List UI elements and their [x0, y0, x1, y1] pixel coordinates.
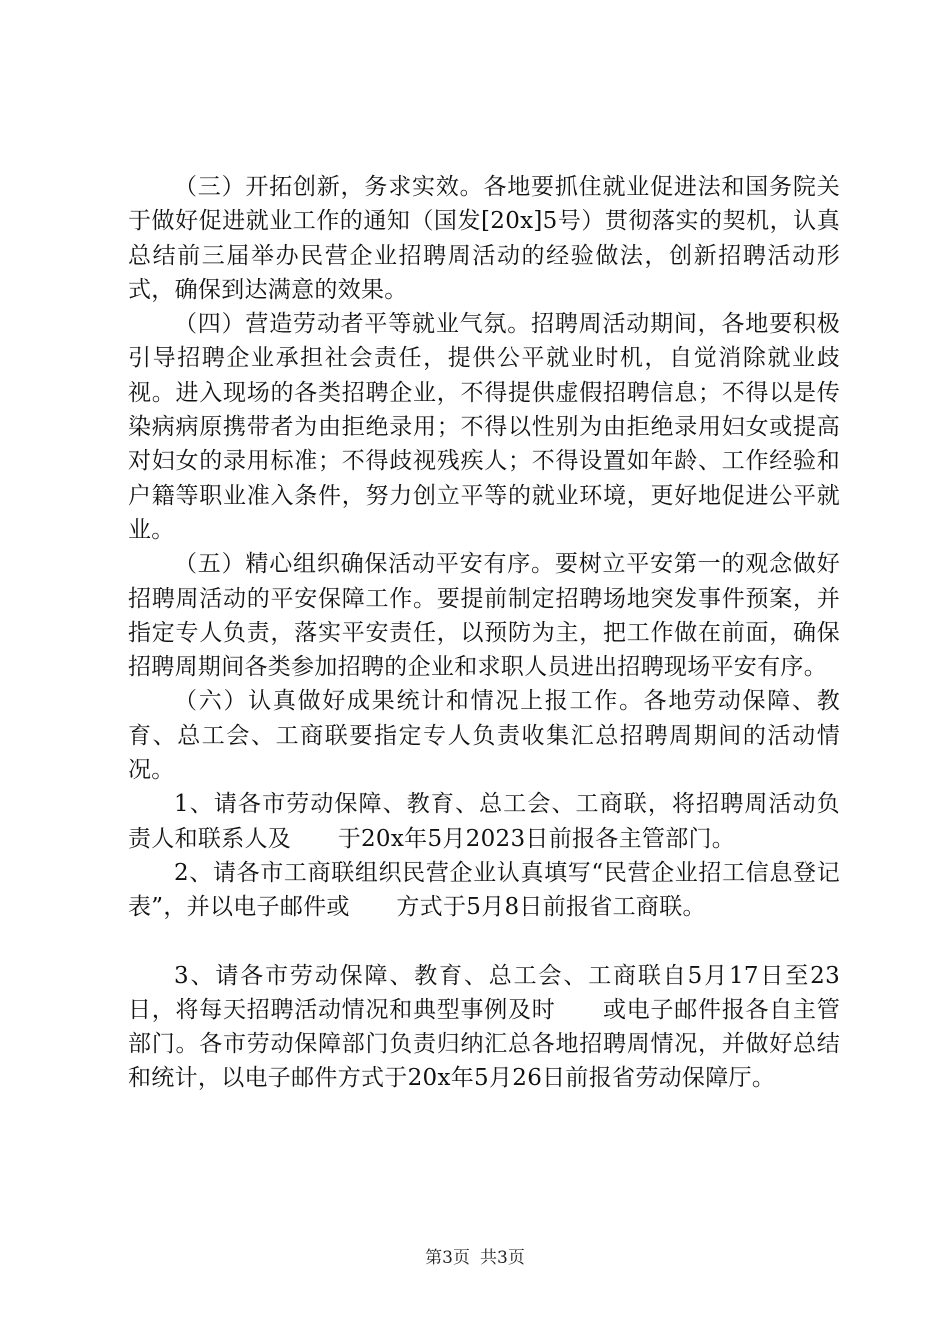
paragraph-section-4: （四）营造劳动者平等就业气氛。招聘周活动期间，各地要积极引导招聘企业承担社会责任，提供公平就业时机，自觉消除就业歧视。进入现场的各类招聘企业，不得提供虚假招聘信息；不得以是传染病病原携带者为由拒绝录用；不得以性别为由拒绝录用妇女或提高对妇女的录用标准；不得歧视残疾人；不得设置如年龄、工作经验和户籍等职业准入条件，努力创立平等的就业环境，更好地促进公平就业。: [128, 311, 840, 543]
document-body: [128, 170, 840, 1096]
paragraph-item-1: 1、请各市劳动保障、教育、总工会、工商联，将招聘周活动负责人和联系人及 于20x年5月2023日前报各主管部门。: [128, 791, 840, 852]
paragraph-item-2: 2、请各市工商联组织民营企业认真填写“民营企业招工信息登记表”，并以电子邮件或 方式于5月8日前报省工商联。: [128, 859, 840, 921]
paragraph-section-6: （六）认真做好成果统计和情况上报工作。各地劳动保障、教育、总工会、工商联要指定专人负责收集汇总招聘周期间的活动情况。: [128, 688, 840, 784]
paragraph-item-3: 3、请各市劳动保障、教育、总工会、工商联自5月17日至23日，将每天招聘活动情况和典型事例及时 或电子邮件报各自主管部门。各市劳动保障部门负责归纳汇总各地招聘周情况，并做好总结和统计，以电子邮件方式于20x年5月26日前报省劳动保障厅。: [128, 962, 840, 1092]
page-footer: [0, 1243, 950, 1268]
page-number-total: 共3页: [480, 1248, 525, 1268]
paragraph-section-5: （五）精心组织确保活动平安有序。要树立平安第一的观念做好招聘周活动的平安保障工作。要提前制定招聘场地突发事件预案，并指定专人负责，落实平安责任，以预防为主，把工作做在前面，确保招聘周期间各类参加招聘的企业和求职人员进出招聘现场平安有序。: [128, 551, 840, 681]
paragraph-gap: [128, 925, 840, 959]
page-number-current: 第3页: [425, 1248, 470, 1268]
paragraph-section-3: （三）开拓创新，务求实效。各地要抓住就业促进法和国务院关于做好促进就业工作的通知（国发[20x]5号）贯彻落实的契机，认真总结前三届举办民营企业招聘周活动的经验做法，创新招聘活动形式，确保到达满意的效果。: [128, 174, 840, 303]
